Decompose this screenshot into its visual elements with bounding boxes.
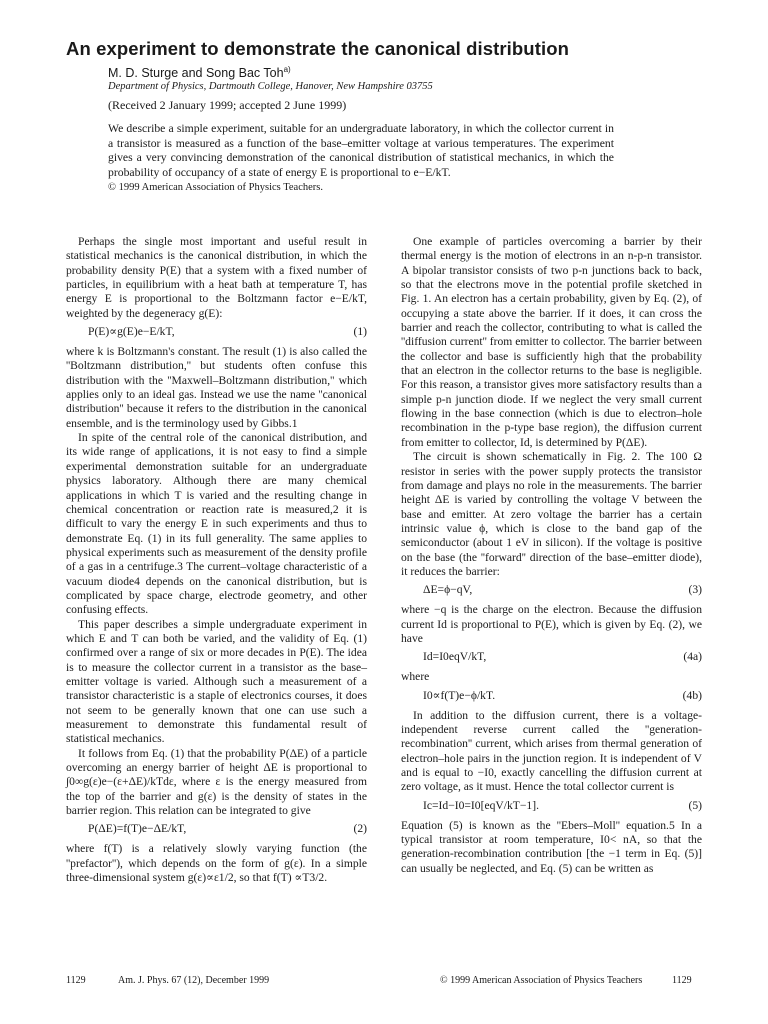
paragraph: In addition to the diffusion current, there is a voltage-independent reverse current called the ''generation-recombination'' current, which arises from thermal generation of electron–hole pairs in the junction region. It is independent of V and is equal to −I0, exactly cancelling the diffusion current at zero voltage, as it must. Hence the total collector current is	[401, 708, 702, 794]
authors-names: M. D. Sturge and Song Bac Toh	[108, 66, 284, 81]
equation-number: (4a)	[683, 650, 702, 664]
equation-5	[401, 799, 702, 814]
paragraph: This paper describes a simple undergraduate experiment in which E and T can both be varied, and the validity of Eq. (1) confirmed over a range of six or more decades in P(E). The idea is to measure the collector current in a transistor as the base–emitter voltage is varied. Although such a measurement of a transistor characteristic is a staple of electronics courses, it does not seem to be generally known that one can use such a measurement to demonstrate this fundamental result of statistical mechanics.	[66, 617, 367, 746]
equation-body: Id=I0eqV/kT,	[423, 650, 487, 664]
journal-citation: Am. J. Phys. 67 (12), December 1999	[118, 975, 270, 986]
equation-3	[401, 583, 702, 598]
equation-number: (3)	[688, 583, 702, 597]
paragraph: It follows from Eq. (1) that the probability P(ΔE) of a particle overcoming an energy barrier of height ΔE is proportional to ∫0∞g(ε)e−(ε+ΔE)/kTdε, where ε is the energy measured from the top of the barrier and g(ε) is the density of states in the barrier region. This relation can be integrated to give	[66, 746, 367, 818]
paragraph: One example of particles overcoming a barrier by their thermal energy is the motion of electrons in an n-p-n transistor. A bipolar transistor consists of two p-n junctions back to back, so that the electrons move in the potential profile sketched in Fig. 1. An electron has a certain probability, given by Eq. (2), of occupying a state above the barrier. If it does, it can cross the barrier and reach the collector, contributing to what is called the ''diffusion current'' from emitter to collector. The barrier between the collector and base is sufficiently high that the probability that an electron in the collector returns to the base is negligible. For this reason, a transistor gives more satisfactory results than a simple p-n junction diode. If we neglect the very small current flowing in the base connection (which is due to electron–hole recombination in the p-type base region), the diffusion current from emitter to collector, Id, is determined by P(ΔE).	[401, 235, 702, 449]
paragraph: where k is Boltzmann's constant. The result (1) is also called the ''Boltzmann distribution,'' but students often confuse this distribution with the ''Maxwell–Boltzmann distribution,'' which applies only to an ideal gas. Instead we use the name ''canonical distribution'' because it refers to the distribution in the canonical ensemble, and is the terminology used by Gibbs.1	[66, 345, 367, 430]
footer-copyright: © 1999 American Association of Physics Teachers	[440, 975, 643, 986]
paragraph: Perhaps the single most important and useful result in statistical mechanics is the canonical distribution, in which the probability density P(E) that a system with a fixed number of particles, in equilibrium with a heat bath at temperature T, has energy E is proportional to the Boltzmann factor e−E/kT, weighted by the degeneracy g(E):	[66, 235, 367, 320]
equation-body: P(ΔE)=f(T)e−ΔE/kT,	[88, 822, 187, 836]
equation-number: (1)	[353, 325, 367, 339]
equation-body: P(E)∝g(E)e−E/kT,	[88, 325, 175, 339]
article-title: An experiment to demonstrate the canonical distribution	[66, 38, 570, 59]
equation-body: Ic=Id−I0=I0[eqV/kT−1].	[423, 798, 539, 812]
equation-2	[66, 822, 367, 837]
equation-number: (2)	[353, 822, 367, 836]
equation-number: (4b)	[682, 688, 702, 702]
paragraph: The circuit is shown schematically in Fig. 2. The 100 Ω resistor in series with the power supply protects the transistor from damage and plays no role in the measurements. The barrier height ΔE is varied by controlling the voltage V between the base and emitter. At zero voltage the barrier has a certain intrinsic value ϕ, which is close to the band gap of the semiconductor (about 1 eV in silicon). If the voltage is positive on the base (the ''forward'' direction of the base–emitter diode), it reduces the barrier:	[401, 450, 702, 578]
paragraph: Equation (5) is known as the ''Ebers–Moll'' equation.5 In a typical transistor at room temperature, I0< nA, so that the generation-recombination contribution [the −1 term in Eq. (5)] can usually be neglected, and Eq. (5) can be written as	[401, 818, 702, 875]
paragraph: where	[401, 670, 430, 684]
left-column	[66, 235, 367, 885]
paragraph: where −q is the charge on the electron. Because the diffusion current Id is proportional to P(E), which is given by Eq. (2), we have	[401, 603, 702, 645]
paragraph: In spite of the central role of the canonical distribution, and its wide range of applications, it is not easy to find a simple experimental demonstration suitable for an undergraduate physics laboratory. Although there are many chemical applications in which T is varied and the resulting change in chemical concentration or reaction rate is measured,2 it is difficult to vary the energy E in such experiments and thus to demonstrate Eq. (1) in its full generality. The same applies to physical experiments such as measurement of the density profile of a gas in a centrifuge.3 The current–voltage characteristic of a vacuum diode4 depends on the canonical distribution, but is complicated by space charge, electrode geometry, and other confusing effects.	[66, 431, 367, 617]
affiliation: Department of Physics, Dartmouth College, Hanover, New Hampshire 03755	[108, 81, 433, 92]
received-dates: (Received 2 January 1999; accepted 2 June 1999)	[108, 98, 347, 112]
equation-4b	[401, 689, 702, 704]
equation-4a	[401, 650, 702, 665]
paragraph: where f(T) is a relatively slowly varying function (the ''prefactor''), which depends on the form of g(ε). In a simple three-dimensional system g(ε)∝ε1/2, so that f(T) ∝T3/2.	[66, 842, 367, 885]
abstract-text: We describe a simple experiment, suitable for an undergraduate laboratory, in which the collector current in a transistor is measured as a function of the base–emitter voltage at various temperatures. The experiment gives a very convincing demonstration of the canonical distribution of statistical mechanics, in which the probability of occupancy of a state of energy E is proportional to e−E/kT.	[108, 122, 614, 179]
equation-number: (5)	[688, 798, 702, 812]
abstract	[108, 122, 614, 196]
page-number-right: 1129	[672, 975, 692, 986]
right-column	[401, 235, 702, 876]
equation-body: I0∝f(T)e−ϕ/kT.	[423, 688, 496, 702]
equation-body: ΔE=ϕ−qV,	[423, 583, 473, 597]
author-footnote-mark: a)	[283, 65, 291, 74]
equation-1	[66, 325, 367, 340]
author-list	[108, 65, 291, 80]
abstract-copyright: © 1999 American Association of Physics Teachers.	[108, 182, 323, 194]
page-number-left: 1129	[66, 975, 86, 986]
